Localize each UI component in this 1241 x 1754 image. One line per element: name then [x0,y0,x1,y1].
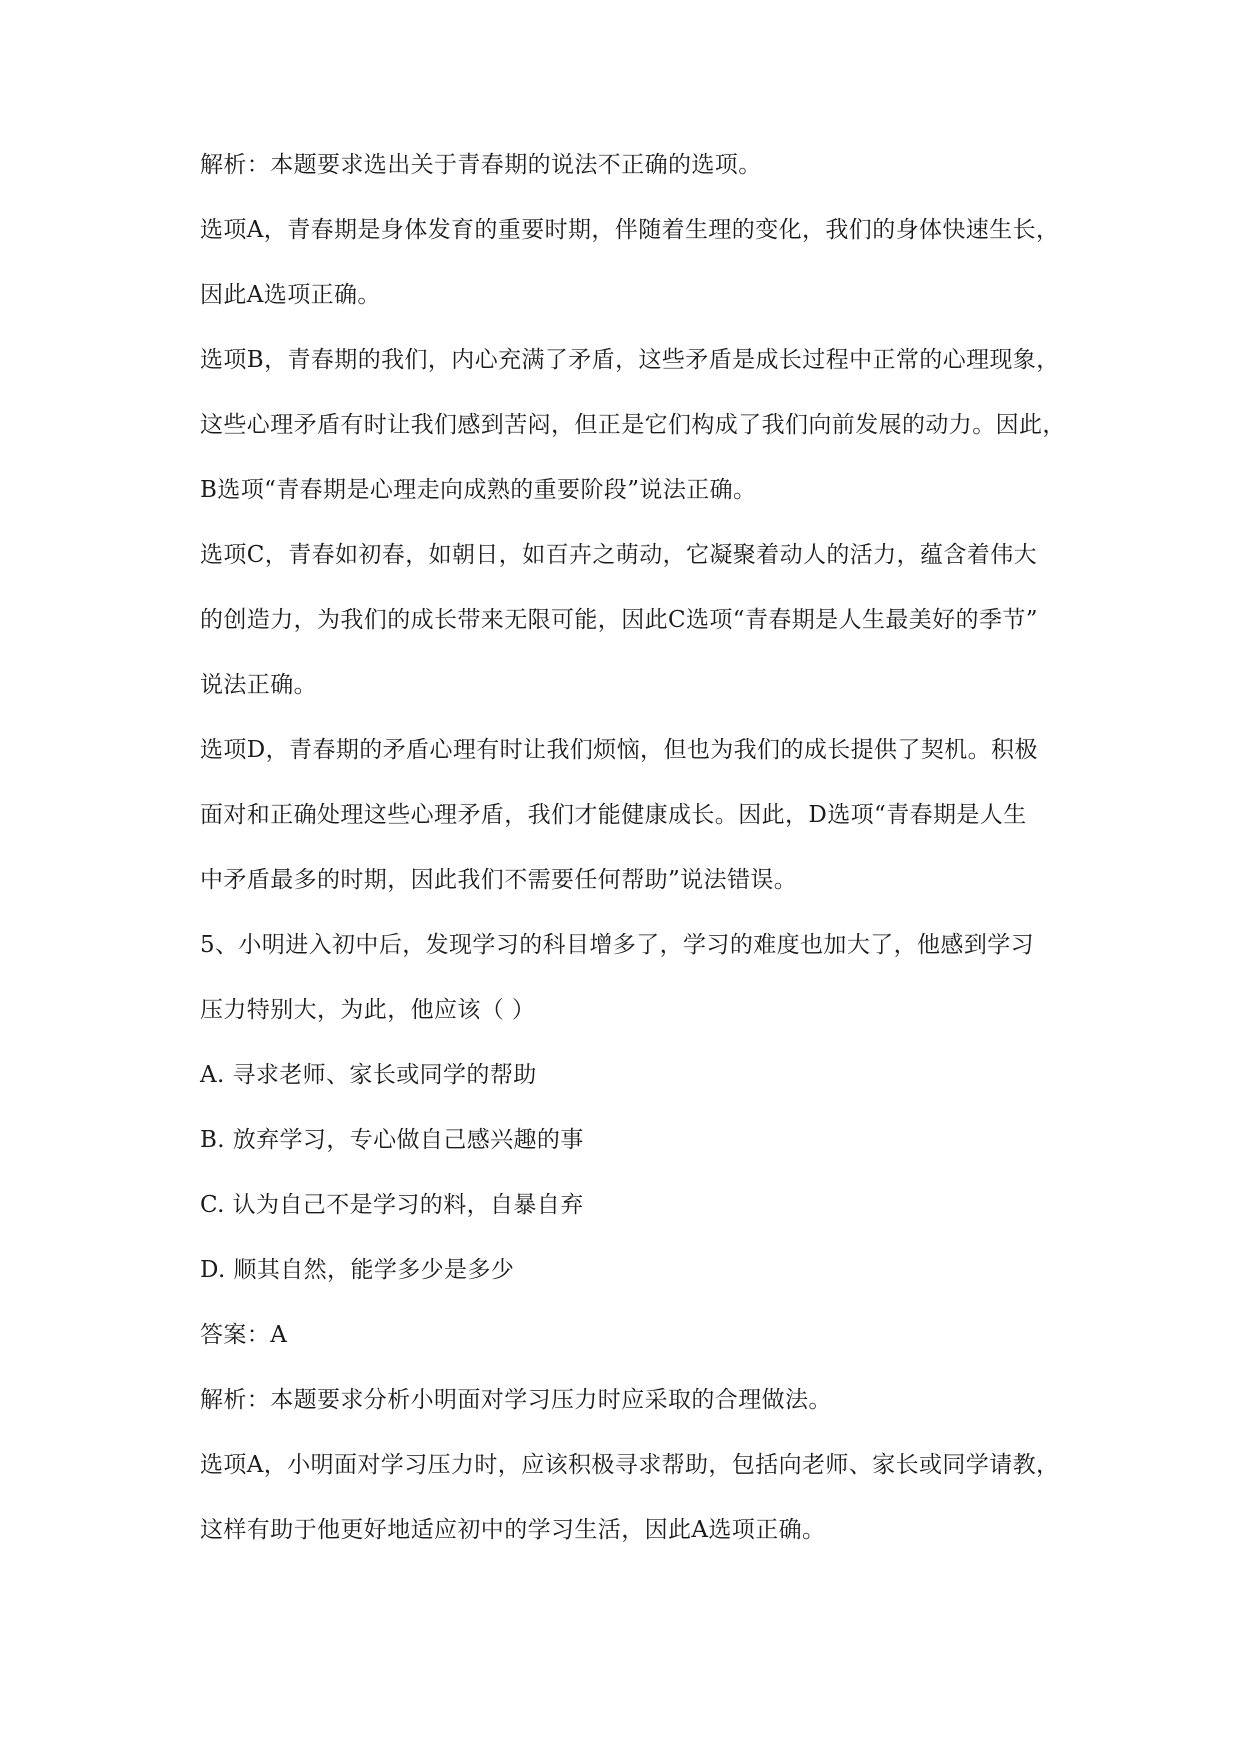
option-c-analysis-line-2: 的创造力，为我们的成长带来无限可能，因此C选项“青春期是人生最美好的季节” [200,607,1038,633]
analysis-q5-heading: 解析：本题要求分析小明面对学习压力时应采取的合理做法。 [200,1387,832,1413]
option-c-analysis-line-3: 说法正确。 [200,672,317,698]
q5-option-a-analysis-line-2: 这样有助于他更好地适应初中的学习生活，因此A选项正确。 [200,1517,826,1543]
option-d-analysis-line-1: 选项D，青春期的矛盾心理有时让我们烦恼，但也为我们的成长提供了契机。积极 [200,737,1038,763]
option-d-analysis-line-3: 中矛盾最多的时期，因此我们不需要任何帮助”说法错误。 [200,867,798,893]
option-b-analysis-line-3: B选项“青春期是心理走向成熟的重要阶段”说法正确。 [200,477,757,503]
choice-d: D. 顺其自然，能学多少是多少 [200,1257,515,1283]
option-b-analysis-line-2: 这些心理矛盾有时让我们感到苦闷，但正是它们构成了我们向前发展的动力。因此， [200,412,1066,438]
choice-c: C. 认为自己不是学习的料，自暴自弃 [200,1192,584,1218]
option-a-analysis-line-2: 因此A选项正确。 [200,282,381,308]
choice-b: B. 放弃学习，专心做自己感兴趣的事 [200,1127,584,1153]
answer: 答案：A [200,1322,288,1348]
option-c-analysis-line-1: 选项C，青春如初春，如朝日，如百卉之萌动，它凝聚着动人的活力，蕴含着伟大 [200,542,1037,568]
option-a-analysis-line-1: 选项A，青春期是身体发育的重要时期，伴随着生理的变化，我们的身体快速生长， [200,217,1060,243]
question-5-line-2: 压力特别大，为此，他应该（ ） [200,997,536,1023]
choice-a: A. 寻求老师、家长或同学的帮助 [200,1062,537,1088]
question-5-line-1: 5、小明进入初中后，发现学习的科目增多了，学习的难度也加大了，他感到学习 [200,932,1035,958]
analysis-q4-heading: 解析：本题要求选出关于青春期的说法不正确的选项。 [200,152,762,178]
option-b-analysis-line-1: 选项B，青春期的我们，内心充满了矛盾，这些矛盾是成长过程中正常的心理现象， [200,347,1060,373]
q5-option-a-analysis-line-1: 选项A，小明面对学习压力时，应该积极寻求帮助，包括向老师、家长或同学请教， [200,1452,1060,1478]
option-d-analysis-line-2: 面对和正确处理这些心理矛盾，我们才能健康成长。因此，D选项“青春期是人生 [200,802,1027,828]
